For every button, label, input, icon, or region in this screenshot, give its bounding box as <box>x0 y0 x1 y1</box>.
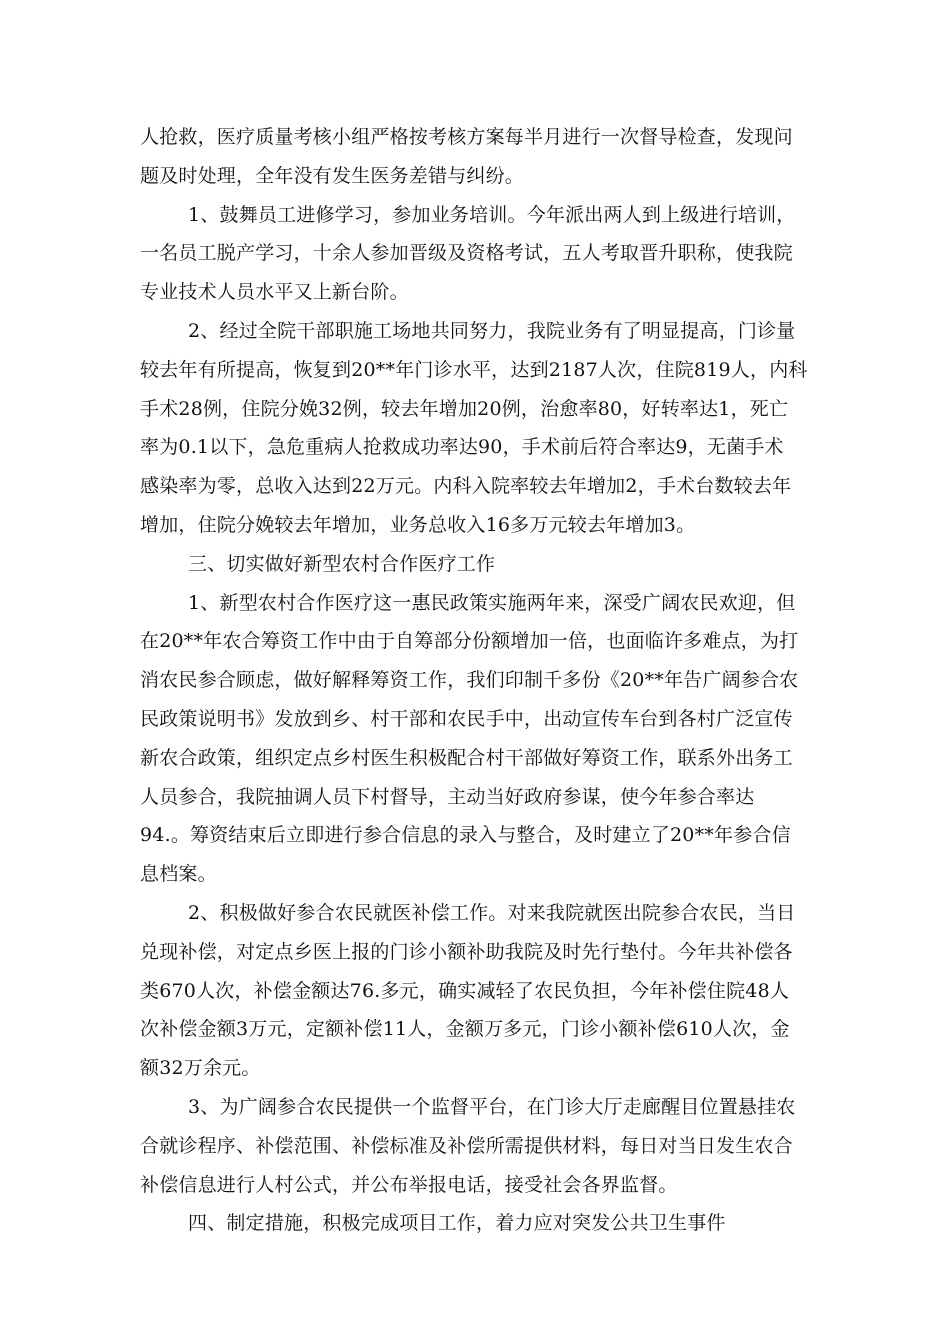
text-line: 感染率为零，总收入达到22万元。内科入院率较去年增加2，手术台数较去年 <box>140 475 792 498</box>
text-line: 人抢救，医疗质量考核小组严格按考核方案每半月进行一次督导检查，发现问 <box>140 126 793 148</box>
text-line: 兑现补偿，对定点乡医上报的门诊小额补助我院及时先行垫付。今年共补偿各 <box>140 940 793 963</box>
text-line: 补偿信息进行人村公式，并公布举报电话，接受社会各界监督。 <box>140 1173 678 1196</box>
text-line: 人员参合，我院抽调人员下村督导，主动当好政府参谋，使今年参合率达 <box>140 785 755 808</box>
text-line: 率为0.1以下，急危重病人抢救成功率达90，手术前后符合率达9，无菌手术 <box>140 436 784 459</box>
text-line: 2、经过全院干部职施工场地共同努力，我院业务有了明显提高，门诊量 <box>188 319 796 342</box>
text-line: 三、切实做好新型农村合作医疗工作 <box>188 552 496 575</box>
text-line: 额32万余元。 <box>140 1057 261 1080</box>
text-line: 在20**年农合筹资工作中由于自筹部分份额增加一倍，也面临许多难点，为打 <box>140 630 799 653</box>
text-line: 增加，住院分娩较去年增加，业务总收入16多万元较去年增加3。 <box>140 513 696 536</box>
text-line: 次补偿金额3万元，定额补偿11人，金额万多元，门诊小额补偿610人次，金 <box>140 1018 790 1041</box>
text-line: 1、鼓舞员工进修学习，参加业务培训。今年派出两人到上级进行培训， <box>188 203 796 226</box>
text-line: 94.。筹资结束后立即进行参合信息的录入与整合，及时建立了20**年参合信 <box>140 824 791 847</box>
text-line: 较去年有所提高，恢复到20**年门诊水平，达到2187人次，住院819人，内科 <box>140 358 808 381</box>
document-body <box>140 118 808 1243</box>
text-line: 题及时处理，全年没有发生医务差错与纠纷。 <box>140 164 525 187</box>
text-line: 合就诊程序、补偿范围、补偿标准及补偿所需提供材料，每日对当日发生农合 <box>140 1134 793 1157</box>
text-line: 2、积极做好参合农民就医补偿工作。对来我院就医出院参合农民，当日 <box>188 901 796 924</box>
text-line: 1、新型农村合作医疗这一惠民政策实施两年来，深受广阔农民欢迎，但 <box>188 591 796 614</box>
text-line: 息档案。 <box>140 863 217 886</box>
text-line: 专业技术人员水平又上新台阶。 <box>140 281 409 304</box>
text-line: 民政策说明书》发放到乡、村干部和农民手中，出动宣传车台到各村广泛宣传 <box>140 707 793 730</box>
text-line: 类670人次，补偿金额达76.多元，确实减轻了农民负担，今年补偿住院48人 <box>140 979 790 1002</box>
text-line: 一名员工脱产学习，十余人参加晋级及资格考试，五人考取晋升职称，使我院 <box>140 242 793 265</box>
text-line: 消农民参合顾虑，做好解释筹资工作，我们印制千多份《20**年告广阔参合农 <box>140 669 799 692</box>
text-line: 四、制定措施，积极完成项目工作，着力应对突发公共卫生事件 <box>188 1212 726 1235</box>
text-line: 新农合政策，组织定点乡村医生积极配合村干部做好筹资工作，联系外出务工 <box>140 746 793 769</box>
text-line: 手术28例，住院分娩32例，较去年增加20例，治愈率80，好转率达1，死亡 <box>140 397 789 420</box>
text-line: 3、为广阔参合农民提供一个监督平台，在门诊大厅走廊醒目位置悬挂农 <box>188 1095 796 1118</box>
